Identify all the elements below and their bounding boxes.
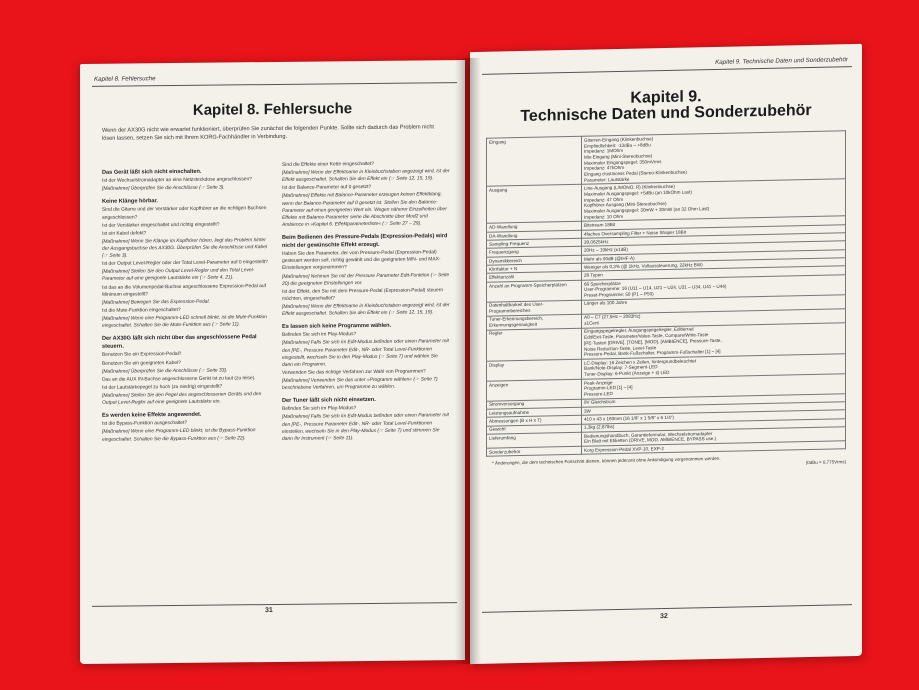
spec-label: DA-Wandlung [487, 230, 582, 240]
question-text: Sind die Gitarre und der Verstärker oder Kopfhörer an die richtigen Buchsen angeschlossen? [102, 206, 267, 221]
question-text: Ist der Output Level-Regler oder der Total Level-Parameter auf 0 eingestellt? [102, 260, 268, 267]
spec-label: Ausgang [487, 185, 582, 224]
spec-value: Korg Expression-Pedal XVP-10, EXP-2 [582, 441, 846, 455]
header-rule [482, 66, 852, 75]
running-head: Kapitel 8. Fehlersuche [94, 75, 156, 83]
spec-label: Gewicht [487, 424, 582, 434]
remedy-text: [Maßnahme] Falls Sie sich im Edit-Modus befinden oder einen Parameter mit den [PE-, Pressure Parameter Edit-, NR- oder Total Level-Funktionen eingestellt, wechseln Sie in den Play-Modus (☞ Seite 7) und wählen Sie dann ein Programm. [282, 339, 449, 368]
question-text: Ist ein Kabel defekt? [102, 231, 147, 237]
spec-label: Effektanzahl [487, 272, 582, 282]
question-text: Sind die Effekte einer Kette eingeschaltet? [282, 161, 375, 168]
question-text: Befinden Sie sich im Play-Modus? [282, 406, 357, 413]
text-column-1 [102, 162, 270, 444]
spec-value: Mehr als 90dB (@IHF-A) [582, 250, 846, 264]
section-heading: Der Tuner läßt sich nicht einsetzen. [282, 397, 376, 405]
question-text: Ist die Mute-Funktion eingeschaltet? [102, 307, 181, 314]
spec-value: Weniger als 0,3% (@ 1kHz, Vollaussteuerung, 22kHz BW) [582, 258, 846, 272]
remedy-text: [Maßnahme] Stellen Sie den Pegel des angeschlossenen Geräts und den Output Level-Regler auf eine geeignete Lautstärke ein. [102, 392, 262, 406]
chapter-title: Kapitel 8. Fehlersuche [192, 100, 353, 119]
section-heading: Das Gerät läßt sich nicht einschalten. [102, 168, 202, 176]
page-number: 31 [265, 606, 273, 615]
text-column-2 [282, 160, 450, 444]
spec-label: Regler [487, 328, 582, 361]
chapter-title [490, 86, 842, 125]
footer-rule [482, 604, 852, 613]
question-text: Ist der Lautstärkepegel zu hoch (zu niedrig) eingestellt? [102, 384, 223, 391]
question-text: Verwenden Sie das richtige Verfahren zur Wahl von Programmen? [282, 369, 426, 376]
text-columns [102, 160, 451, 594]
remedy-text: [Maßnahme] Verwenden Sie das unter »Programm wählen« (☞ Seite 7) beschriebene Verfahren, um Programme zu wählen. [282, 377, 438, 391]
section-heading: Keine Klänge hörbar. [102, 198, 158, 206]
question-text: Das an die AUX IN-Buchse angeschlossene Gerät ist zu laut (zu leise). [102, 375, 256, 383]
spec-label: Tuner-Erkennungsbereich, Erkennungsgenauigkeit [487, 314, 582, 330]
remedy-text: [Maßnahme] Wenn eine Programm-LED schnell blinkt, ist die Mute-Funktion eingeschaltet. Schalten Sie die Mute-Funktion aus (☞ Seite 11). [102, 315, 267, 329]
question-text: Ist der Wechselstromadapter an eine Netzsteckdose angeschlossen? [102, 177, 252, 184]
section-heading: Der AX30G läßt sich nicht über das angeschlossene Pedal steuern. [102, 334, 257, 351]
spec-value: Gitarren-Eingang (Klinkenbuchse) Empfindlichkeit: -13dBu – +8dBu Impedanz: 1MOhm Mix-Eingang (Mini-Stereobuchse) Maximaler Eingangspegel: 350mVrms Impedanz: 47kOhm Eingang clustnicess Pedal (Stereo-Klinkenbuchse) Parameter: Lautstärke [582, 131, 846, 185]
footer-rule [92, 602, 457, 607]
intro-paragraph: Wenn der AX30G nicht wie erwartet funktioniert, überprüfen Sie zunächst die folgenden Punkte. Sollte sich dadurch das Problem nicht lösen lassen, setzen Sie sich mit Ihrem KORG-Fachhändler in Verbindung. [102, 124, 434, 142]
spec-value: Bitstream 18Bit [582, 216, 846, 230]
spec-value: 410 x 43 x 160mm (16 1/8" x 1 5/8" x 6 1/4") [582, 410, 846, 424]
spec-label: Display [487, 359, 582, 381]
footnote-text: * Änderungen, die dem technischen Fortschritt dienen, können jederzeit ohne Ankündigung vorgenommen werden. [492, 455, 721, 466]
spec-value: 39,0625kHz [582, 233, 846, 247]
running-head: Kapitel 9. Technische Daten und Sonderzubehör [715, 56, 848, 66]
spec-label: Dynamikbereich [487, 255, 582, 265]
remedy-text: [Maßnahme] Nehmen Sie mit der Pressure Parameter Edit-Funktion (☞ Seite 20) die geeigneten Einstellungen vor. [282, 272, 450, 287]
spec-label: AD-Wandlung [487, 222, 582, 232]
question-text: Haben Sie den Parameter, der vom Pressure-Pedal (Expression-Pedal) gesteuert werden soll, richtig gewählt und die geeigneten MIN- und MAX-Einstellungen vorgenommen? [282, 250, 441, 272]
remedy-text: [Maßnahme] Effekte mit Balance-Parameter erzeugen keinen Effektklang, wenn der Balance-Parameter auf 0 gesetzt ist. Stellen Sie den Balance-Parameter auf einen geeigneten Wert ein. Wegen näherer Einzelheiten über Effekte mit Balance-Parameter siehe die Abschnitte über Mod2 und Ambience in »Kapitel 6. Effektparameterliste« (☞ Seite 27 – 29). [282, 192, 447, 228]
spec-value: A0 – C7 (27,5Hz – 2093Hz) ±1Cent [582, 308, 846, 328]
spec-label: Sampling-Frequenz [487, 238, 582, 248]
question-text: Ist der Effekt, den Sie mit dem Pressure-Pedal (Expression-Pedal) steuern möchten, eingeschaltet? [282, 287, 444, 302]
section-heading: Es werden keine Effekte angewendet. [102, 411, 202, 419]
spec-label: Anzahl an Programm-Speicherplätzen [487, 280, 582, 302]
left-page [80, 60, 465, 664]
remedy-text: [Maßnahme] Wenn der Effektname in Kleinbuchstaben angezeigt wird, ist der Effekt ausgeschaltet. Schalten Sie den Effekt ein (☞ Seite 12, 15, 19). [282, 303, 450, 317]
question-text: Ist der Verstärker eingeschaltet und richtig eingestellt? [102, 222, 220, 229]
footnote [492, 453, 846, 472]
spec-value: Bedienungshandbuch, Garantieformular, Wechselstromadapter Ein Blatt mit Etiketten (DRIVE, MOD, AMBIENCE, BYPASS use.) [582, 427, 846, 447]
spec-value: 3W [582, 402, 846, 416]
spec-value: 1,3kg (2,87lbs) [582, 418, 846, 432]
question-text: Befinden Sie sich im Play-Modus? [282, 332, 357, 339]
spec-value: Eingangspegelregler, Ausgangspegelregler, Editierrad Edit/Exit-Taste, Parameter/Value-Taste, Compare/Write-Taste [PE-Tasten [DRIVE], [TONE], [MOD], [AMBIENCE], Pressure-Taste, Noise Reduction-Taste, Level-Taste Pressure-Pedal, Bank-Fußschalter, Programm-Fußschalter [1] – [4] [582, 322, 846, 359]
remedy-text: [Maßnahme] Stellen Sie den Output Level-Regler und den Total Level-Parameter auf eine geeignete Lautstärke ein (☞ Seite 4, 21). [102, 268, 255, 283]
spec-value: LC-Display: 16 Zeichen x Zeilen, hintergrundbeleuchtet Bank/Note-Display: 7-Segment-LED Tuner-Display: 6-Punkt (Anzeige + ♯) LED [582, 354, 846, 379]
question-text: Ist der Balance-Parameter auf 0 gesetzt? [282, 185, 372, 192]
remedy-text: [Maßnahme] Überprüfen Sie die Anschlüsse (☞ Seite 3). [102, 185, 225, 193]
footnote-unit: (0dBu = 0,775Vrms) [805, 459, 846, 465]
remedy-text: [Maßnahme] Wenn Sie Klänge im Kopfhörer hören, liegt das Problem hinter der Ausgangsbuchse des AX30G. Überprüfen Sie die Anschlüsse und Kabel (☞ Seite 3). [102, 237, 268, 259]
question-text: Ist die Bypass-Funktion ausgeschaltet? [102, 421, 188, 428]
spec-label: Anzeigen [487, 379, 582, 401]
spec-value: Länger als 100 Jahre [582, 294, 846, 314]
spec-label: Klirrfaktor + N [487, 263, 582, 273]
spec-table [486, 130, 846, 457]
question-text: Benutzen Sie ein Expression-Pedal? [102, 352, 182, 359]
spec-label: Stromversorgung [487, 399, 582, 409]
spec-value: Line-Ausgang (L/MONO, R) (Klinkenbuchse) Maximaler Ausgangspegel: +5dBu (an 10kOhm Last) Impedanz: 47 Ohm Kopfhörer-Ausgang (Mini-Stereobuchse) Maximaler Ausgangspegel: 30mW + 30mW (an 32 Ohm Last) Impedanz: 10 Ohm [582, 179, 846, 222]
remedy-text: [Maßnahme] Wenn eine Programm-LED blinkt, ist die Bypass-Funktion eingeschaltet. Schalten Sie die Bypass-Funktion aus (☞ Seite 22). [102, 428, 256, 443]
spec-value: 4faches Oversampling Filter + Noise Shaper 18Bit [582, 225, 846, 239]
question-text: Benutzen Sie ein geeignetes Kabel? [102, 360, 181, 367]
page-number: 32 [660, 612, 668, 621]
right-page [470, 44, 862, 664]
spec-label: Frequenzgang [487, 247, 582, 257]
section-heading: Beim Bedienen des Pressure-Pedals (Expression-Pedals) wird nicht der gewünschte Effekt erzeugt. [282, 233, 448, 249]
chapter-title-line-2: Technische Daten und Sonderzubehör [520, 101, 812, 126]
spec-value: Peak-Anzeige Programm-LED [1] – [4] Pressure-LED [582, 373, 846, 398]
spec-row [487, 131, 846, 187]
question-text: Ist das an die Volumenpedal-Buchse angeschlossene Expression-Pedal auf Minimum eingestellt? [102, 283, 266, 298]
spec-label: Leistungsaufnahme [487, 407, 582, 417]
spec-value: 20Hz – 19kHz (±1dB) [582, 241, 846, 255]
spec-value: 28 Typen [582, 266, 846, 280]
spec-label: Sonderzubehör [487, 446, 582, 456]
chapter-title-line-1: Kapitel 9. [630, 88, 702, 107]
remedy-text: [Maßnahme] Falls Sie sich im Edit-Modus befinden oder einen Parameter mit den [PE-, Pressure Parameter Edit-, NR- oder Total Level-Funktionen einstellen, wechseln Sie in den Play-Modus (☞ Seite 7) und stimmen Sie dann Ihr Instrument (☞ Seite 11). [282, 413, 449, 442]
header-rule [92, 82, 457, 87]
spec-value: 68 Speicherplätze User-Programme: 16 (U11 – U14, U21 – U24, U31 – U34, U41 – U44) Preset-Programme: 50 (P1 – P50) [582, 275, 846, 300]
spec-label: Eingang [487, 136, 582, 186]
spec-value: 9V Gleichstrom [582, 393, 846, 407]
remedy-text: [Maßnahme] Überprüfen Sie die Anschlüsse (☞ Seite 33). [102, 368, 228, 375]
spec-label: Abmessungen (B x H x T) [487, 415, 582, 425]
remedy-text: [Maßnahme] Wenn der Effektname in Kleinbuchstaben angezeigt wird, ist der Effekt ausgeschaltet. Schalten Sie den Effekt ein (☞ Seite 12, 15, 19). [282, 169, 450, 184]
spec-label: Lieferumfang [487, 432, 582, 448]
spec-label: Datenhaltbarkeit des User-Programmbereiches [487, 300, 582, 316]
remedy-text: [Maßnahme] Bewegen Sie das Expression-Pedal. [102, 299, 210, 306]
section-heading: Es lassen sich keine Programme wählen. [282, 322, 392, 331]
